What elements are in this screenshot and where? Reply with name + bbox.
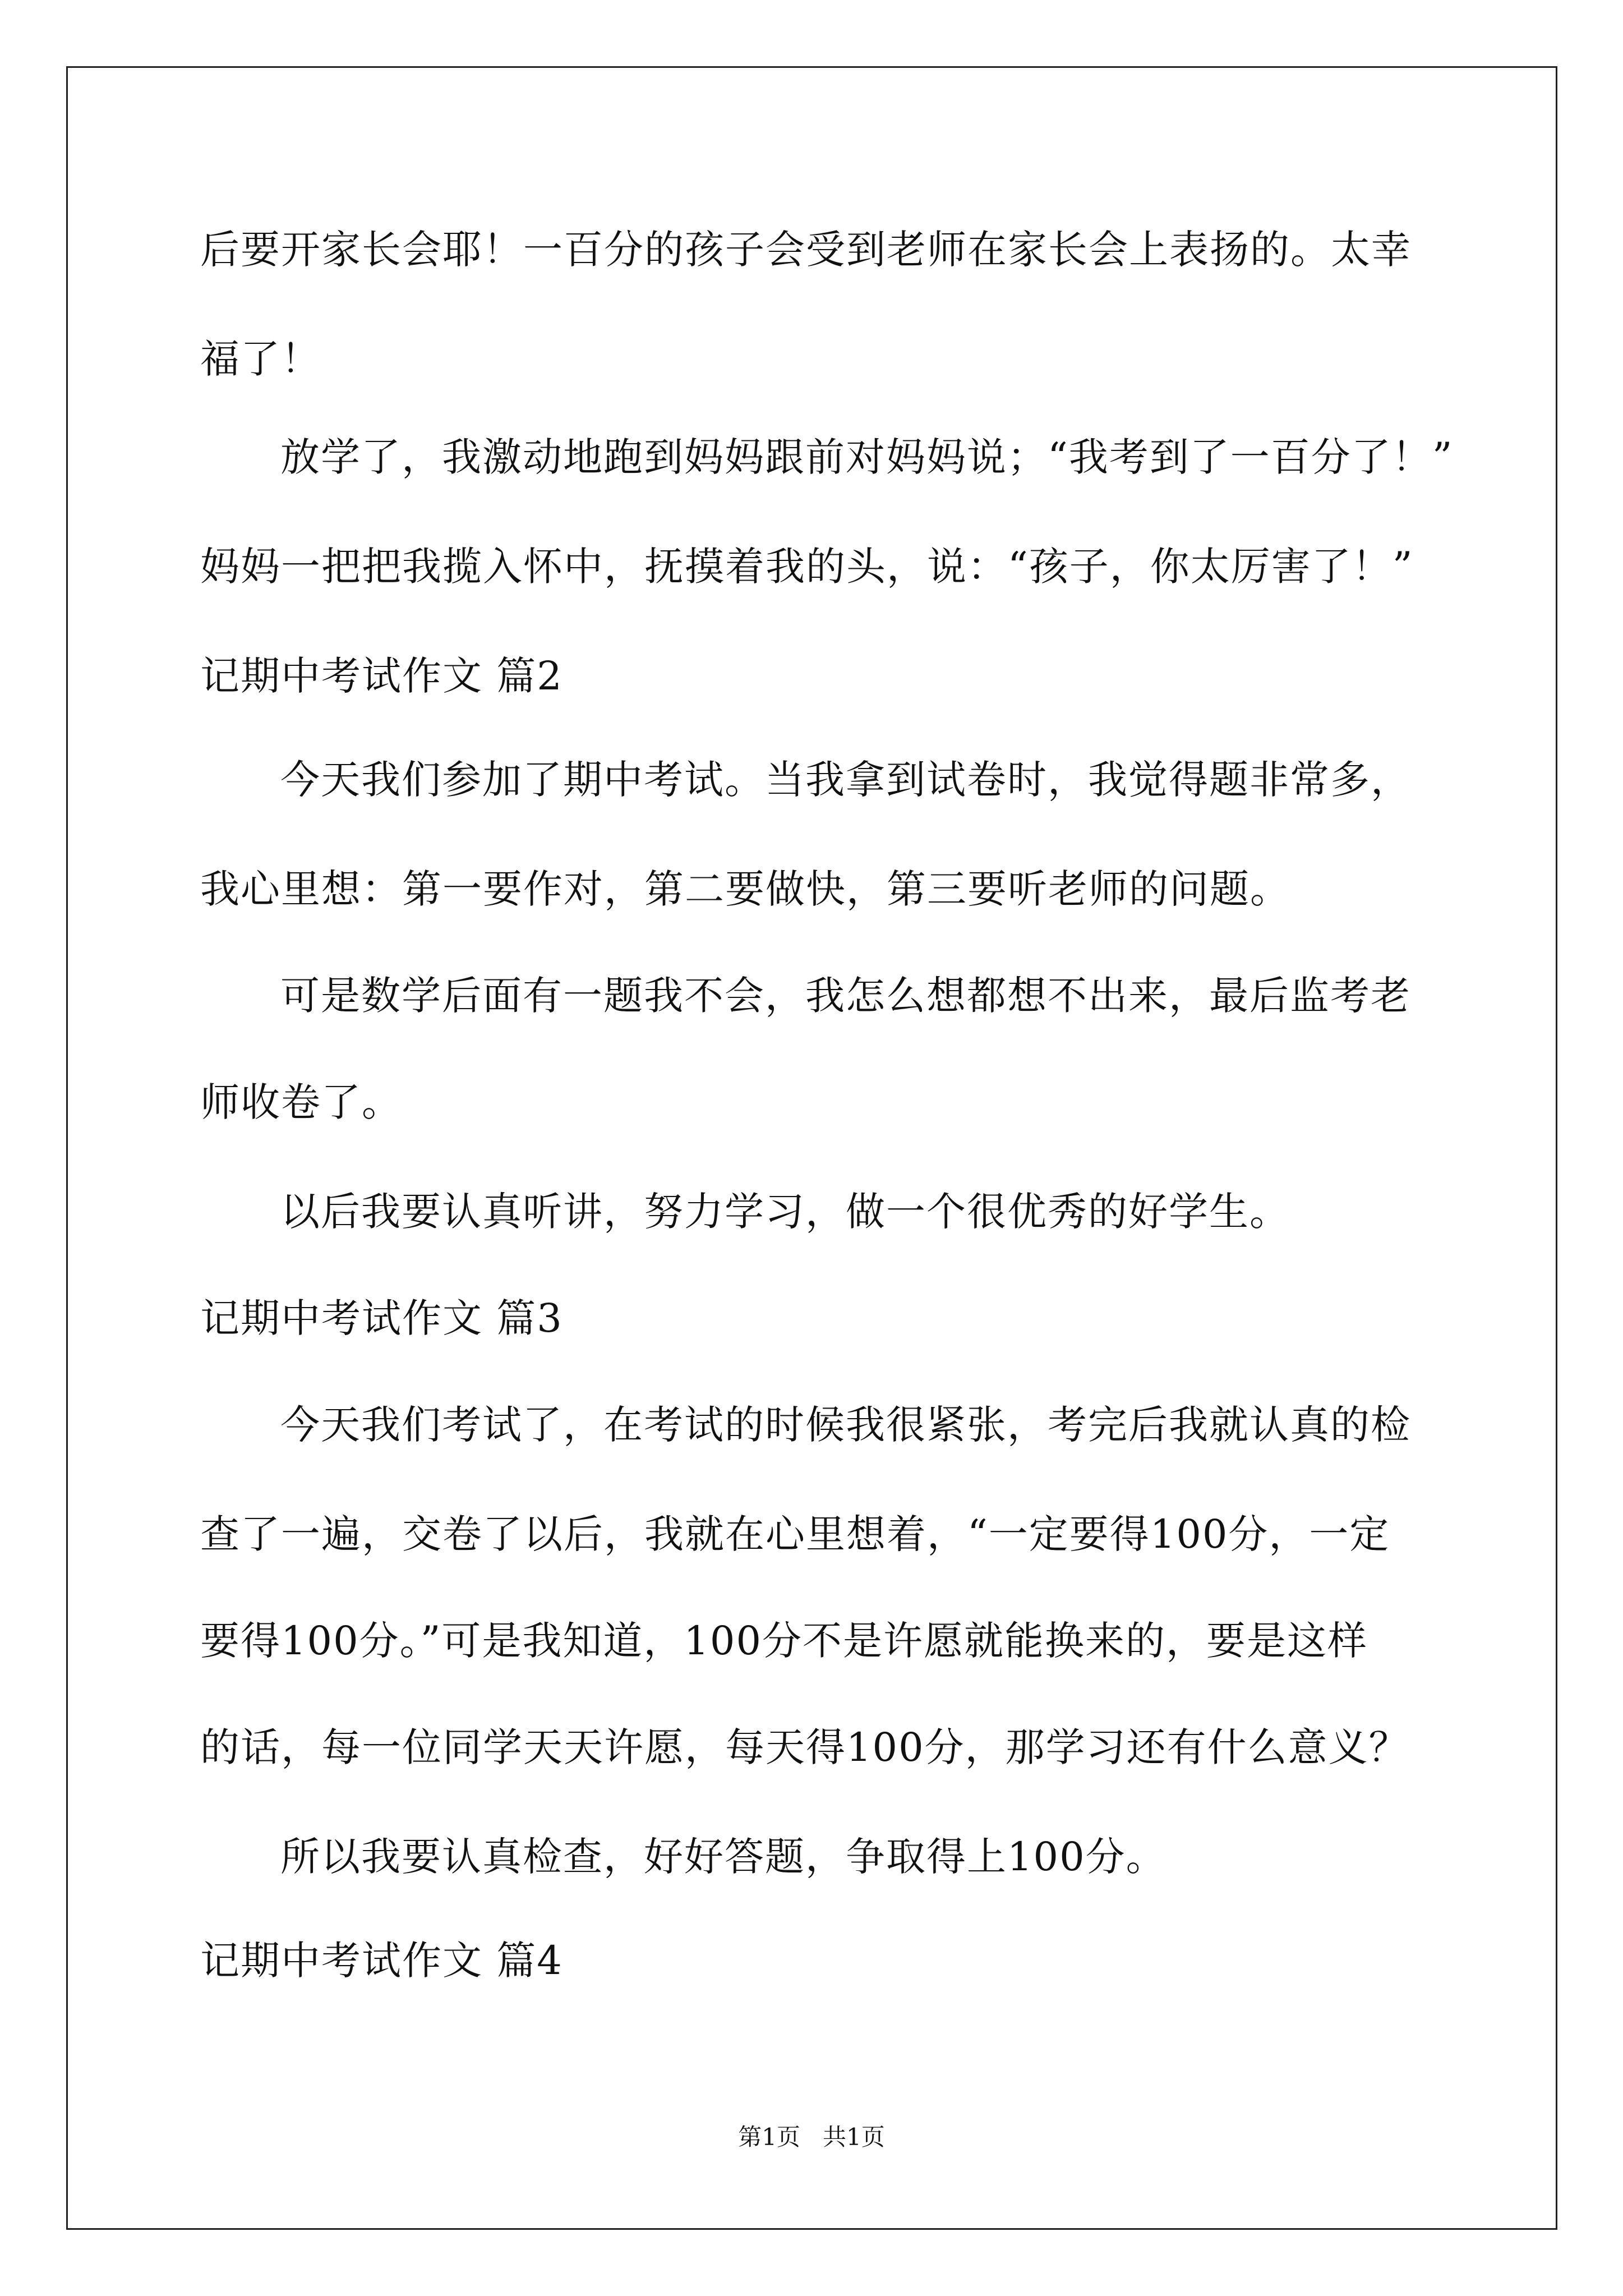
section-heading: 记期中考试作文 篇2 — [200, 653, 563, 699]
paragraph-line: 要得100分。”可是我知道，100分不是许愿就能换来的，要是这样 — [200, 1618, 1368, 1664]
page-footer: 第1页 共1页 — [738, 2123, 885, 2151]
section-heading: 记期中考试作文 篇3 — [200, 1295, 563, 1341]
paragraph-line: 可是数学后面有一题我不会，我怎么想都想不出来，最后监考老 — [280, 973, 1411, 1019]
page-border — [66, 66, 1557, 2230]
section-heading: 记期中考试作文 篇4 — [200, 1938, 563, 1984]
paragraph-line: 以后我要认真听讲，努力学习，做一个很优秀的好学生。 — [280, 1189, 1290, 1235]
paragraph-line: 我心里想：第一要作对，第二要做快，第三要听老师的问题。 — [200, 866, 1290, 912]
paragraph-line: 今天我们参加了期中考试。当我拿到试卷时，我觉得题非常多， — [280, 757, 1411, 803]
paragraph-line: 所以我要认真检查，好好答题，争取得上100分。 — [280, 1834, 1166, 1880]
paragraph-line: 的话，每一位同学天天许愿，每天得100分，那学习还有什么意义？ — [200, 1724, 1409, 1770]
paragraph-line: 查了一遍，交卷了以后，我就在心里想着，“一定要得100分，一定 — [200, 1511, 1390, 1557]
paragraph-line: 今天我们考试了，在考试的时候我很紧张，考完后我就认真的检 — [280, 1402, 1411, 1448]
paragraph-line: 后要开家长会耶！一百分的孩子会受到老师在家长会上表扬的。太幸 — [200, 227, 1412, 273]
paragraph-line: 福了！ — [200, 336, 321, 382]
paragraph-line: 妈妈一把把我揽入怀中，抚摸着我的头，说：“孩子，你太厉害了！” — [200, 544, 1414, 590]
paragraph-line: 放学了，我激动地跑到妈妈跟前对妈妈说；“我考到了一百分了！” — [280, 434, 1454, 480]
paragraph-line: 师收卷了。 — [200, 1079, 402, 1125]
